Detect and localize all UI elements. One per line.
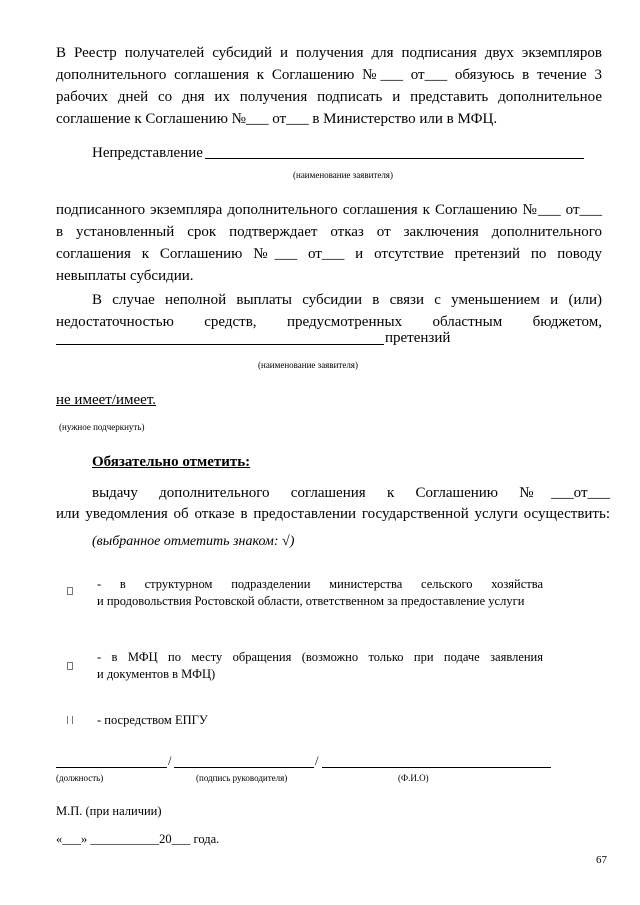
page-number: 67 bbox=[596, 854, 607, 866]
paragraph-2-line-3: соглашения к Соглашению №___ от___ и отсутствие претензий по поводу bbox=[56, 246, 602, 262]
paragraph-2-line-1: подписанного экземпляра дополнительного соглашения к Соглашению №___ от___ bbox=[56, 202, 602, 218]
option-1-line-1: - в структурном подразделении министерства сельского хозяйства bbox=[97, 577, 543, 591]
paragraph-1-line-1: В Реестр получателей субсидий и получения для подписания двух экземпляров bbox=[56, 45, 602, 61]
nonsubmission-label: Непредставление bbox=[92, 145, 203, 161]
position-line bbox=[56, 767, 167, 768]
position-caption: (должность) bbox=[56, 773, 104, 783]
option-1-line-2: и продовольствия Ростовской области, ответственном за предоставление услуги bbox=[97, 594, 525, 608]
applicant-name-line-2 bbox=[56, 344, 384, 345]
option-2-line-2: и документов в МФЦ) bbox=[97, 667, 216, 681]
option-1-checkbox[interactable] bbox=[67, 587, 73, 595]
paragraph-1-line-2: дополнительного соглашения к Соглашению №___ от___ обязуюсь в течение 3 bbox=[56, 67, 602, 83]
applicant-name-caption-1: (наименование заявителя) bbox=[293, 170, 393, 180]
option-3-line-1: - посредством ЕПГУ bbox=[97, 713, 208, 727]
signature-separator-1: / bbox=[168, 754, 172, 768]
option-2-line-1: - в МФЦ по месту обращения (возможно только при подаче заявления bbox=[97, 650, 543, 664]
paragraph-2-line-2: в установленный срок подтверждает отказ от заключения дополнительного bbox=[56, 224, 602, 240]
paragraph-1-line-4: соглашение к Соглашению №___ от___ в Министерство или в МФЦ. bbox=[56, 111, 498, 127]
full-name-line bbox=[322, 767, 551, 768]
applicant-name-caption-2: (наименование заявителя) bbox=[258, 360, 358, 370]
signature-separator-2: / bbox=[315, 754, 319, 768]
paragraph-3-line-2: недостаточностью средств, предусмотренных областным бюджетом, bbox=[56, 314, 602, 330]
has-claims-text: не имеет/имеет. bbox=[56, 392, 157, 408]
signature-line bbox=[174, 767, 314, 768]
selection-hint: (выбранное отметить знаком: √) bbox=[92, 534, 295, 549]
paragraph-1-line-3: рабочих дней со дня их получения подписать и представить дополнительное bbox=[56, 89, 602, 105]
mandatory-line-2: или уведомления об отказе в предоставлении государственной услуги осуществить: bbox=[56, 506, 610, 522]
mandatory-heading: Обязательно отметить: bbox=[92, 454, 251, 470]
claims-text: претензий bbox=[385, 330, 451, 346]
has-claims-caption: (нужное подчеркнуть) bbox=[59, 422, 145, 432]
signature-caption: (подпись руководителя) bbox=[196, 773, 288, 783]
mandatory-line-1: выдачу дополнительного соглашения к Соглашению №___от___ bbox=[92, 485, 610, 501]
applicant-name-line-1 bbox=[205, 158, 584, 159]
option-2-checkbox[interactable] bbox=[67, 662, 73, 670]
date-line: «___» ___________20___ года. bbox=[56, 832, 220, 846]
stamp-note: М.П. (при наличии) bbox=[56, 804, 162, 818]
option-3-checkbox[interactable] bbox=[67, 716, 73, 724]
paragraph-3-line-1: В случае неполной выплаты субсидии в связи с уменьшением и (или) bbox=[92, 292, 602, 308]
paragraph-2-line-4: невыплаты субсидии. bbox=[56, 268, 194, 284]
full-name-caption: (Ф.И.О) bbox=[398, 773, 429, 783]
